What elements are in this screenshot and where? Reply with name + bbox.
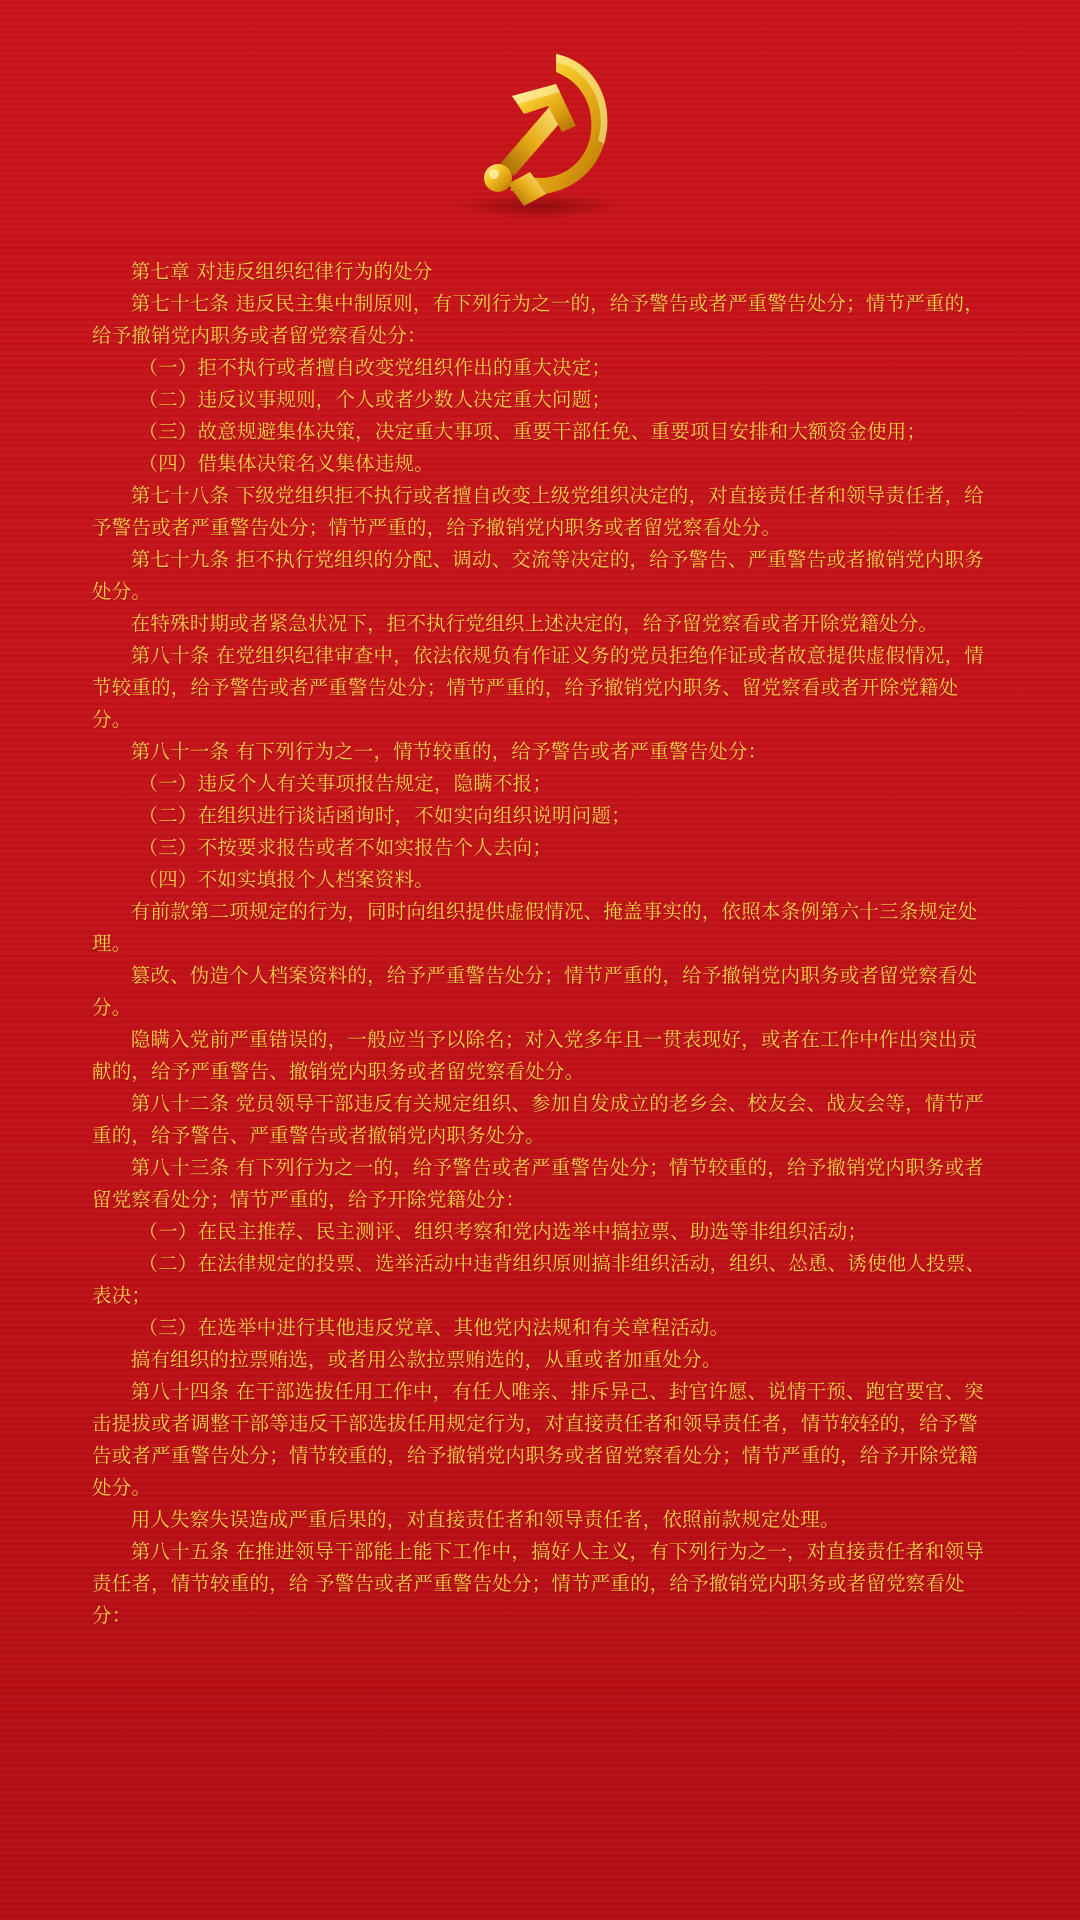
article-paragraph: 第七十九条 拒不执行党组织的分配、调动、交流等决定的，给予警告、严重警告或者撤销党内职务处分。 [92,548,984,603]
article-paragraph: 第八十五条 在推进领导干部能上能下工作中，搞好人主义，有下列行为之一，对直接责任者和领导责任者，情节较重的，给 予警告或者严重警告处分；情节严重的，给予撤销党内职务或者留党察看处分： [92,1540,984,1627]
article-paragraph: 用人失察失误造成严重后果的，对直接责任者和领导责任者，依照前款规定处理。 [130,1508,840,1531]
list-item: （一）拒不执行或者擅自改变党组织作出的重大决定； [138,356,612,379]
article-paragraph: 第七十八条 下级党组织拒不执行或者擅自改变上级党组织决定的，对直接责任者和领导责任者，给予警告或者严重警告处分；情节严重的，给予撤销党内职务或者留党察看处分。 [92,484,984,539]
regulation-text [92,256,992,1632]
list-item: （一）在民主推荐、民主测评、组织考察和党内选举中搞拉票、助选等非组织活动； [138,1220,868,1243]
list-item: （三）故意规避集体决策，决定重大事项、重要干部任免、重要项目安排和大额资金使用； [138,420,927,443]
list-item: （三）在选举中进行其他违反党章、其他党内法规和有关章程活动。 [138,1316,730,1339]
party-emblem-icon [438,44,638,224]
article-paragraph: 隐瞒入党前严重错误的，一般应当予以除名；对入党多年且一贯表现好，或者在工作中作出突出贡献的，给予严重警告、撤销党内职务或者留党察看处分。 [92,1028,978,1083]
list-item: （四）不如实填报个人档案资料。 [138,868,434,891]
article-paragraph: 有前款第二项规定的行为，同时向组织提供虚假情况、掩盖事实的，依照本条例第六十三条规定处理。 [92,900,978,955]
list-item: （四）借集体决策名义集体违规。 [138,452,434,475]
list-item: （一）违反个人有关事项报告规定，隐瞒不报； [138,772,553,795]
article-paragraph: 在特殊时期或者紧急状况下，拒不执行党组织上述决定的，给予留党察看或者开除党籍处分。 [130,612,939,635]
list-item: （二）在组织进行谈话函询时，不如实向组织说明问题； [138,804,631,827]
article-paragraph: 搞有组织的拉票贿选，或者用公款拉票贿选的，从重或者加重处分。 [130,1348,722,1371]
list-item: （二）违反议事规则，个人或者少数人决定重大问题； [138,388,612,411]
list-item: （二）在法律规定的投票、选举活动中违背组织原则搞非组织活动，组织、怂恿、诱使他人投票、表决； [92,1252,986,1307]
article-paragraph: 第八十三条 有下列行为之一的，给予警告或者严重警告处分；情节较重的，给予撤销党内职务或者留党察看处分；情节严重的，给予开除党籍处分： [92,1156,984,1211]
article-paragraph: 篡改、伪造个人档案资料的，给予严重警告处分；情节严重的，给予撤销党内职务或者留党察看处分。 [92,964,978,1019]
article-paragraph: 第八十二条 党员领导干部违反有关规定组织、参加自发成立的老乡会、校友会、战友会等，情节严重的，给予警告、严重警告或者撤销党内职务处分。 [92,1092,984,1147]
article-paragraph: 第八十四条 在干部选拔任用工作中，有任人唯亲、排斥异己、封官许愿、说情干预、跑官要官、突击提拔或者调整干部等违反干部选拔任用规定行为，对直接责任者和领导责任者，情节较轻的，给予警告或者严重警告处分；情节较重的，给予撤销党内职务或者留党察看处分；情节严重的，给予开除党籍处分。 [92,1380,984,1499]
article-paragraph: 第八十条 在党组织纪律审查中，依法依规负有作证义务的党员拒绝作证或者故意提供虚假情况，情节较重的，给予警告或者严重警告处分；情节严重的，给予撤销党内职务、留党察看或者开除党籍处分。 [92,644,984,731]
article-paragraph: 第八十一条 有下列行为之一，情节较重的，给予警告或者严重警告处分： [130,740,768,763]
chapter-title: 第七章 对违反组织纪律行为的处分 [130,260,433,283]
article-paragraph: 第七十七条 违反民主集中制原则，有下列行为之一的，给予警告或者严重警告处分；情节严重的，给予撤销党内职务或者留党察看处分： [92,292,984,347]
list-item: （三）不按要求报告或者不如实报告个人去向； [138,836,553,859]
